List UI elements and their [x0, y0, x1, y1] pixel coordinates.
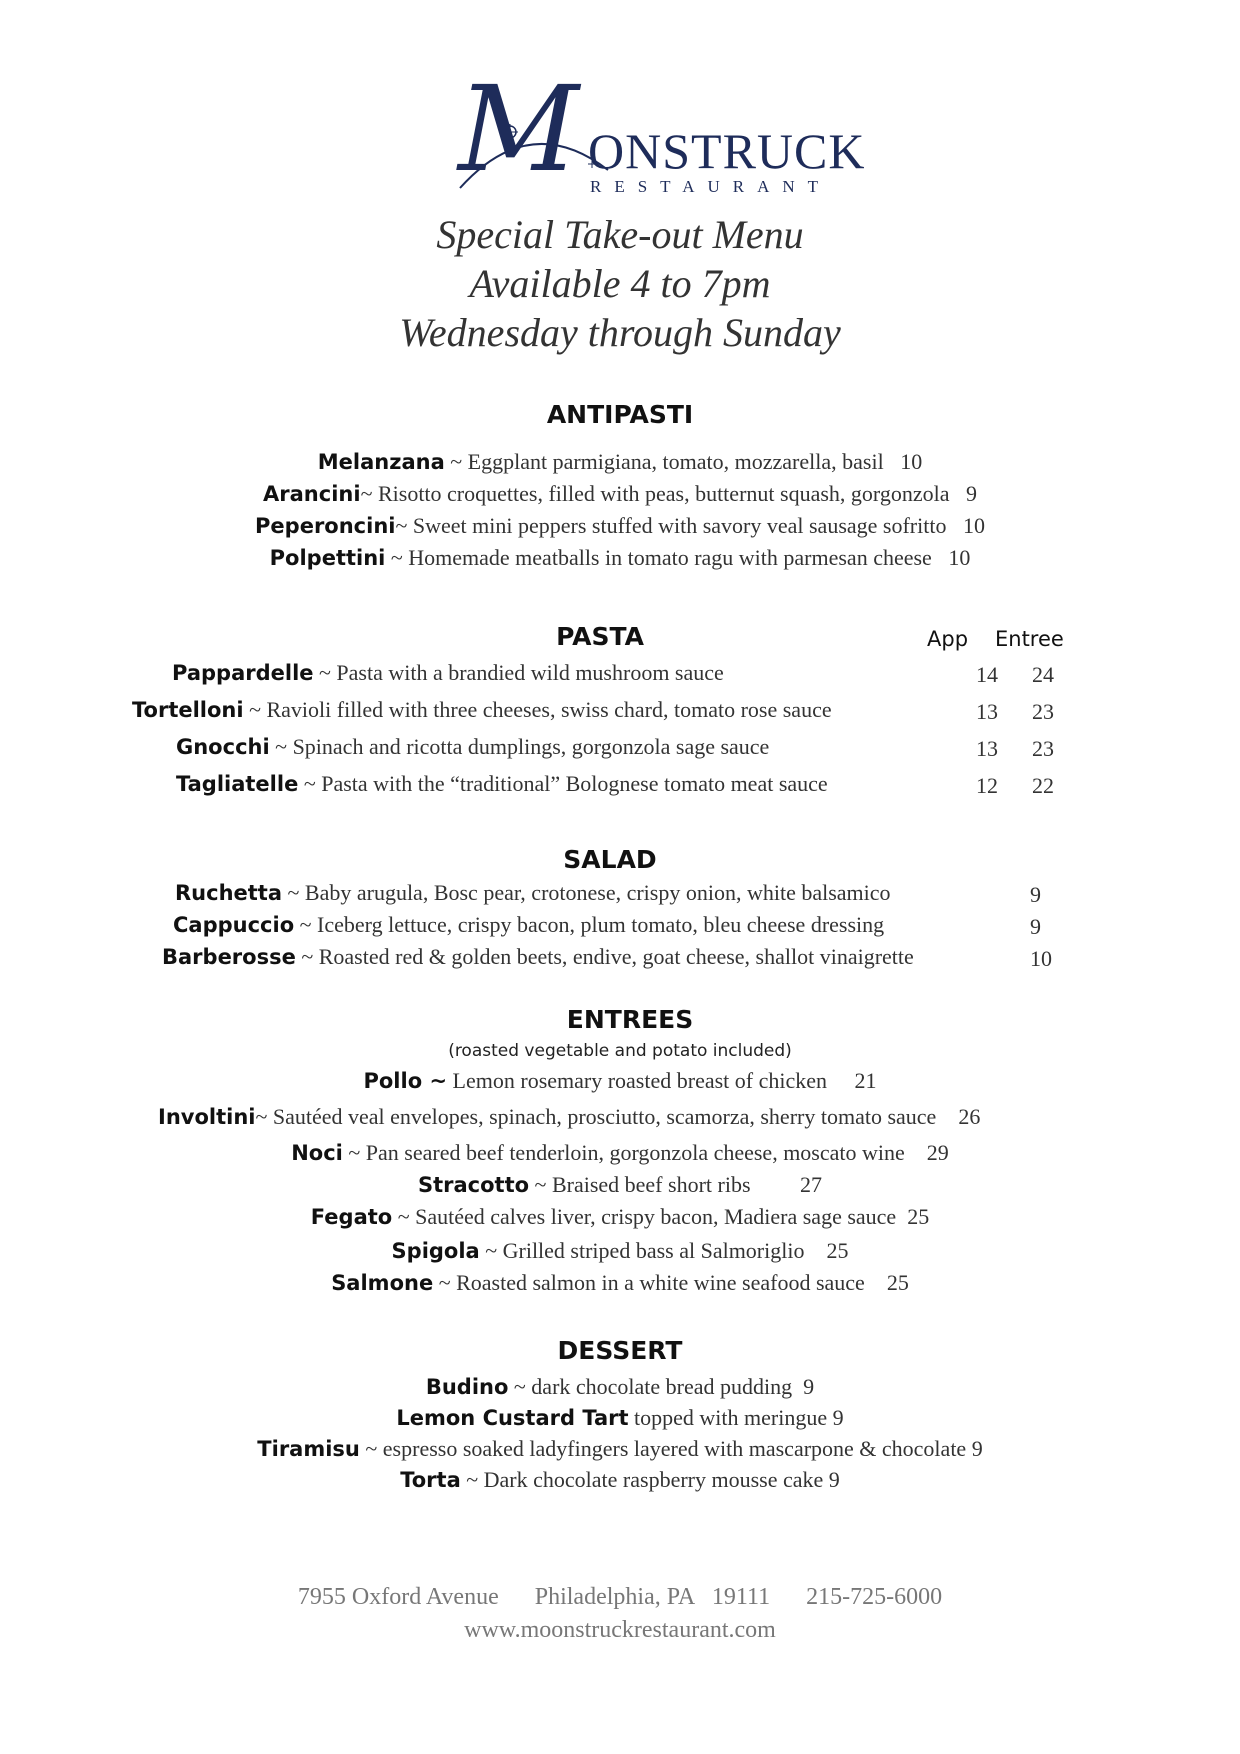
item-desc: ~ Sautéed veal envelopes, spinach, prosciutto, scamorza, sherry tomato sauce: [255, 1104, 937, 1129]
item-price: 9: [965, 481, 977, 506]
menu-item: [176, 769, 828, 799]
menu-item: [175, 878, 891, 908]
item-price: 9: [828, 1467, 840, 1492]
item-name: Ruchetta: [175, 881, 283, 905]
item-name: Tortelloni: [132, 698, 244, 722]
item-price: 9: [832, 1405, 844, 1430]
item-app-price: 14: [976, 662, 998, 687]
menu-item: [0, 1403, 1240, 1433]
item-price: 29: [926, 1140, 949, 1165]
pasta-col-entree: Entree: [995, 627, 1064, 651]
menu-item: [0, 543, 1240, 573]
menu-item: [172, 658, 724, 688]
menu-item: [132, 695, 832, 725]
menu-item: [0, 479, 1240, 509]
item-desc: ~ Roasted red & golden beets, endive, goat cheese, shallot vinaigrette: [295, 944, 914, 969]
menu-item: [176, 732, 769, 762]
entrees-heading: ENTREES: [566, 1005, 694, 1034]
item-name: Gnocchi: [176, 735, 270, 759]
item-desc: ~ Baby arugula, Bosc pear, crotonese, crispy onion, white balsamico: [282, 880, 891, 905]
item-price: 25: [826, 1238, 849, 1263]
menu-item: [0, 1170, 1240, 1200]
item-desc: ~ Risotto croquettes, filled with peas, butternut squash, gorgonzola: [360, 481, 950, 506]
title-line-2: Available 4 to 7pm: [469, 261, 771, 306]
item-name: Salmone: [331, 1271, 434, 1295]
item-price: 10: [962, 513, 985, 538]
menu-item: [0, 1138, 1240, 1168]
item-price: 10: [948, 545, 971, 570]
salad-heading: SALAD: [563, 845, 657, 874]
item-name: Pollo ~: [363, 1069, 448, 1093]
item-name: Pappardelle: [172, 661, 314, 685]
item-price: 9: [971, 1436, 983, 1461]
menu-item: [0, 1236, 1240, 1266]
item-desc: ~ Pasta with the “traditional” Bolognese tomato meat sauce: [298, 771, 828, 796]
item-name: Peperoncini: [255, 514, 396, 538]
menu-item: [158, 1102, 980, 1132]
item-price: 10: [1030, 946, 1052, 971]
item-name: Polpettini: [269, 546, 386, 570]
restaurant-logo: [440, 60, 866, 200]
item-price: 21: [854, 1068, 877, 1093]
entrees-note: (roasted vegetable and potato included): [448, 1041, 792, 1061]
item-desc: ~ Sweet mini peppers stuffed with savory veal sausage sofritto: [395, 513, 947, 538]
item-desc: ~ Pasta with a brandied wild mushroom sauce: [313, 660, 724, 685]
item-desc: ~ Eggplant parmigiana, tomato, mozzarella, basil: [444, 449, 884, 474]
item-name: Tiramisu: [257, 1437, 360, 1461]
item-name: Budino: [425, 1375, 509, 1399]
item-price: 25: [886, 1270, 909, 1295]
item-name: Lemon Custard Tart: [396, 1406, 629, 1430]
item-desc: Lemon rosemary roasted breast of chicken: [447, 1068, 828, 1093]
item-desc: ~ Dark chocolate raspberry mousse cake: [460, 1467, 824, 1492]
footer-city: Philadelphia, PA 19111: [534, 1584, 771, 1610]
item-name: Involtini: [158, 1105, 256, 1129]
item-price: 9: [1030, 914, 1041, 939]
item-name: Torta: [400, 1468, 461, 1492]
logo-word: ONSTRUCK: [588, 123, 866, 179]
menu-item: [0, 1202, 1240, 1232]
item-app-price: 13: [976, 736, 998, 761]
menu-item: [0, 1434, 1240, 1464]
item-price: 9: [803, 1374, 815, 1399]
item-desc: ~ Roasted salmon in a white wine seafood sauce: [433, 1270, 865, 1295]
item-desc: ~ dark chocolate bread pudding: [508, 1374, 793, 1399]
menu-item: [0, 447, 1240, 477]
menu-title: [0, 210, 1240, 357]
title-line-3: Wednesday through Sunday: [399, 310, 841, 355]
item-desc: ~ Ravioli filled with three cheeses, swiss chard, tomato rose sauce: [243, 697, 832, 722]
item-price: 9: [1030, 882, 1041, 907]
menu-item: [0, 1066, 1240, 1096]
item-desc: ~ Spinach and ricotta dumplings, gorgonzola sage sauce: [269, 734, 770, 759]
item-desc: topped with meringue: [628, 1405, 828, 1430]
footer-website[interactable]: www.moonstruckrestaurant.com: [464, 1617, 776, 1643]
footer-address: 7955 Oxford Avenue: [297, 1584, 499, 1610]
item-name: Barberosse: [162, 945, 296, 969]
item-price: 26: [958, 1104, 981, 1129]
item-desc: ~ Sautéed calves liver, crispy bacon, Madiera sage sauce: [392, 1204, 897, 1229]
item-desc: ~ Grilled striped bass al Salmoriglio: [479, 1238, 805, 1263]
footer-contact: [0, 1584, 1240, 1611]
pasta-heading: PASTA: [556, 622, 644, 651]
item-price: 25: [907, 1204, 930, 1229]
logo-initial: M: [458, 60, 579, 198]
item-app-price: 13: [976, 699, 998, 724]
item-name: Arancini: [263, 482, 361, 506]
menu-item: [162, 942, 914, 972]
item-entree-price: 22: [1032, 773, 1054, 798]
item-desc: ~ Pan seared beef tenderloin, gorgonzola cheese, moscato wine: [342, 1140, 905, 1165]
item-price: 27: [800, 1172, 823, 1197]
item-name: Tagliatelle: [176, 772, 299, 796]
item-entree-price: 24: [1032, 662, 1054, 687]
item-name: Fegato: [310, 1205, 393, 1229]
pasta-col-app: App: [927, 627, 969, 651]
item-name: Cappuccio: [173, 913, 295, 937]
item-name: Noci: [291, 1141, 343, 1165]
item-name: Melanzana: [317, 450, 445, 474]
item-desc: ~ Homemade meatballs in tomato ragu with parmesan cheese: [385, 545, 932, 570]
item-name: Stracotto: [417, 1173, 530, 1197]
footer-phone: 215-725-6000: [806, 1584, 943, 1610]
item-desc: ~ espresso soaked ladyfingers layered with mascarpone & chocolate: [359, 1436, 967, 1461]
item-entree-price: 23: [1032, 699, 1054, 724]
logo-subtitle: RESTAURANT: [590, 177, 832, 196]
antipasti-heading: ANTIPASTI: [546, 400, 694, 429]
item-price: 10: [900, 449, 923, 474]
menu-item: [0, 1465, 1240, 1495]
item-desc: ~ Iceberg lettuce, crispy bacon, plum tomato, bleu cheese dressing: [294, 912, 885, 937]
menu-item: [0, 511, 1240, 541]
menu-item: [0, 1268, 1240, 1298]
title-line-1: Special Take-out Menu: [436, 212, 804, 257]
menu-item: [173, 910, 884, 940]
dessert-heading: DESSERT: [557, 1336, 683, 1365]
item-desc: ~ Braised beef short ribs: [529, 1172, 751, 1197]
item-app-price: 12: [976, 773, 998, 798]
item-name: Spigola: [391, 1239, 480, 1263]
menu-item: [0, 1372, 1240, 1402]
item-entree-price: 23: [1032, 736, 1054, 761]
